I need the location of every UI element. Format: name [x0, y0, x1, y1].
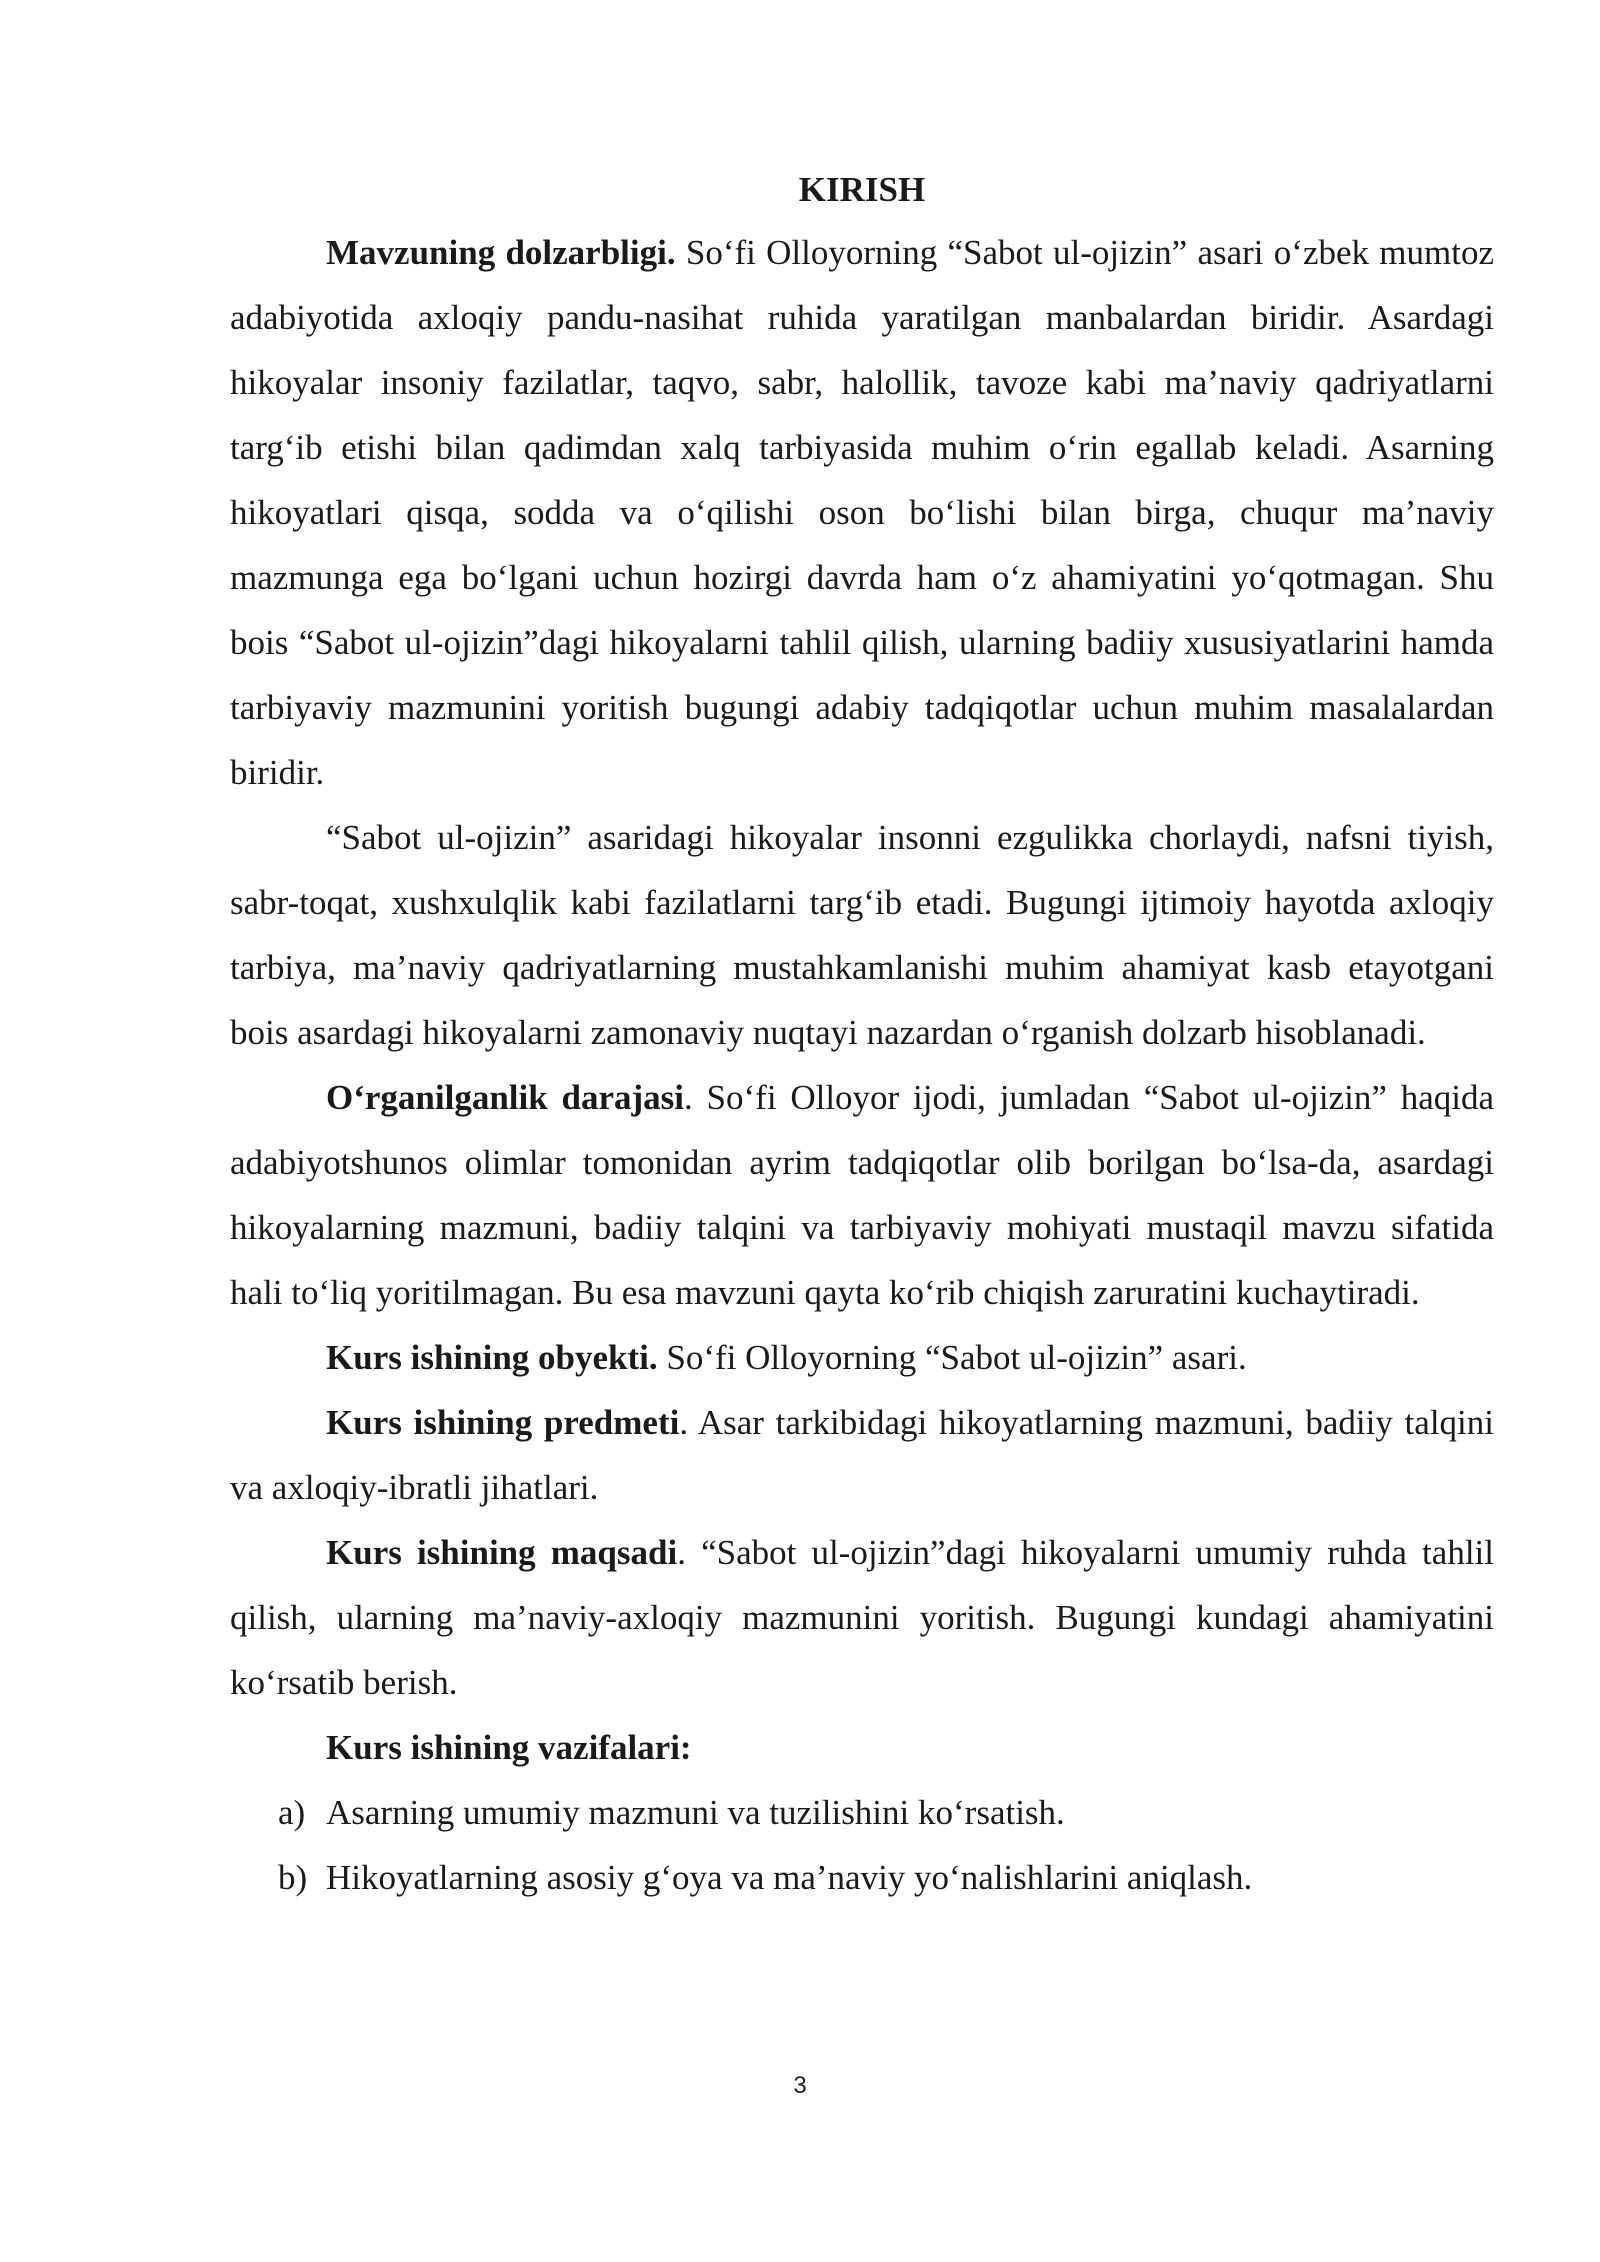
- paragraph-lead: Kurs ishining predmeti: [326, 1403, 680, 1442]
- paragraph-relevance: [230, 220, 1494, 805]
- paragraph-text: So‘fi Olloyorning “Sabot ul-ojizin” asari.: [657, 1338, 1247, 1377]
- paragraph-lead: Mavzuning dolzarbligi.: [326, 233, 676, 272]
- paragraph-goal: [230, 1520, 1494, 1715]
- paragraph-lead: Kurs ishining obyekti.: [326, 1338, 658, 1377]
- paragraph-text: “Sabot ul-ojizin” asaridagi hikoyalar insonni ezgulikka chorlaydi, nafsni tiyish, sabr-toqat, xushxulqlik kabi fazilatlarni targ‘ib etadi. Bugungi ijtimoiy hayotda axloqiy tarbiya, ma’naviy qadriyatlarning mustahkamlanishi muhim ahamiyat kasb etayotgani bois asardagi hikoyalarni zamonaviy nuqtayi nazardan o‘rganish dolzarb hisoblanadi.: [230, 818, 1494, 1052]
- list-item: [230, 1845, 1494, 1910]
- paragraph-lead: O‘rganilganlik darajasi: [326, 1078, 684, 1117]
- list-marker: a): [278, 1793, 306, 1832]
- paragraph-text: So‘fi Olloyorning “Sabot ul-ojizin” asari o‘zbek mumtoz adabiyotida axloqiy pandu-nasihat ruhida yaratilgan manbalardan biridir. Asardagi hikoyalar insoniy fazilatlar, taqvo, sabr, halollik, tavoze kabi ma’naviy qadriyatlarni targ‘ib etishi bilan qadimdan xalq tarbiyasida muhim o‘rin egallab keladi. Asarning hikoyatlari qisqa, sodda va o‘qilishi oson bo‘lishi bilan birga, chuqur ma’naviy mazmunga ega bo‘lgani uchun hozirgi davrda ham o‘z ahamiyatini yo‘qotmagan. Shu bois “Sabot ul-ojizin”dagi hikoyalarni tahlil qilish, ularning badiiy xususiyatlarini hamda tarbiyaviy mazmunini yoritish bugungi adabiy tadqiqotlar uchun muhim masalalardan biridir.: [230, 233, 1494, 792]
- list-item: [230, 1780, 1494, 1845]
- paragraph-text: . So‘fi Olloyor ijodi, jumladan “Sabot ul-ojizin” haqida adabiyotshunos olimlar tomonidan ayrim tadqiqotlar olib borilgan bo‘lsa-da, asardagi hikoyalarning mazmuni, badiiy talqini va tarbiyaviy mohiyati mustaqil mavzu sifatida hali to‘liq yoritilmagan. Bu esa mavzuni qayta ko‘rib chiqish zaruratini kuchaytiradi.: [230, 1078, 1494, 1312]
- page-number: 3: [793, 2072, 807, 2099]
- paragraph-text: . “Sabot ul-ojizin”dagi hikoyalarni umumiy ruhda tahlil qilish, ularning ma’naviy-axloqiy mazmunini yoritish. Bugungi kundagi ahamiyatini ko‘rsatib berish.: [230, 1533, 1494, 1702]
- tasks-list: [230, 1780, 1494, 1910]
- list-item-text: Hikoyatlarning asosiy g‘oya va ma’naviy yo‘nalishlarini aniqlash.: [326, 1858, 1253, 1897]
- paragraph-lead: Kurs ishining vazifalari:: [326, 1728, 692, 1767]
- page-heading: KIRISH: [798, 170, 926, 209]
- paragraph-subject: [230, 1390, 1494, 1520]
- paragraph-object: [230, 1325, 1494, 1390]
- list-item-text: Asarning umumiy mazmuni va tuzilishini ko‘rsatish.: [326, 1793, 1065, 1832]
- paragraph-text: . Asar tarkibidagi hikoyatlarning mazmuni, badiiy talqini va axloqiy-ibratli jihatlari.: [230, 1403, 1494, 1507]
- paragraph-lead: Kurs ishining maqsadi: [326, 1533, 678, 1572]
- paragraph-tasks-heading: [230, 1715, 1494, 1780]
- paragraph-study-level: [230, 1065, 1494, 1325]
- paragraph-importance: [230, 805, 1494, 1065]
- list-marker: b): [278, 1858, 308, 1897]
- page-content: [230, 165, 1494, 1910]
